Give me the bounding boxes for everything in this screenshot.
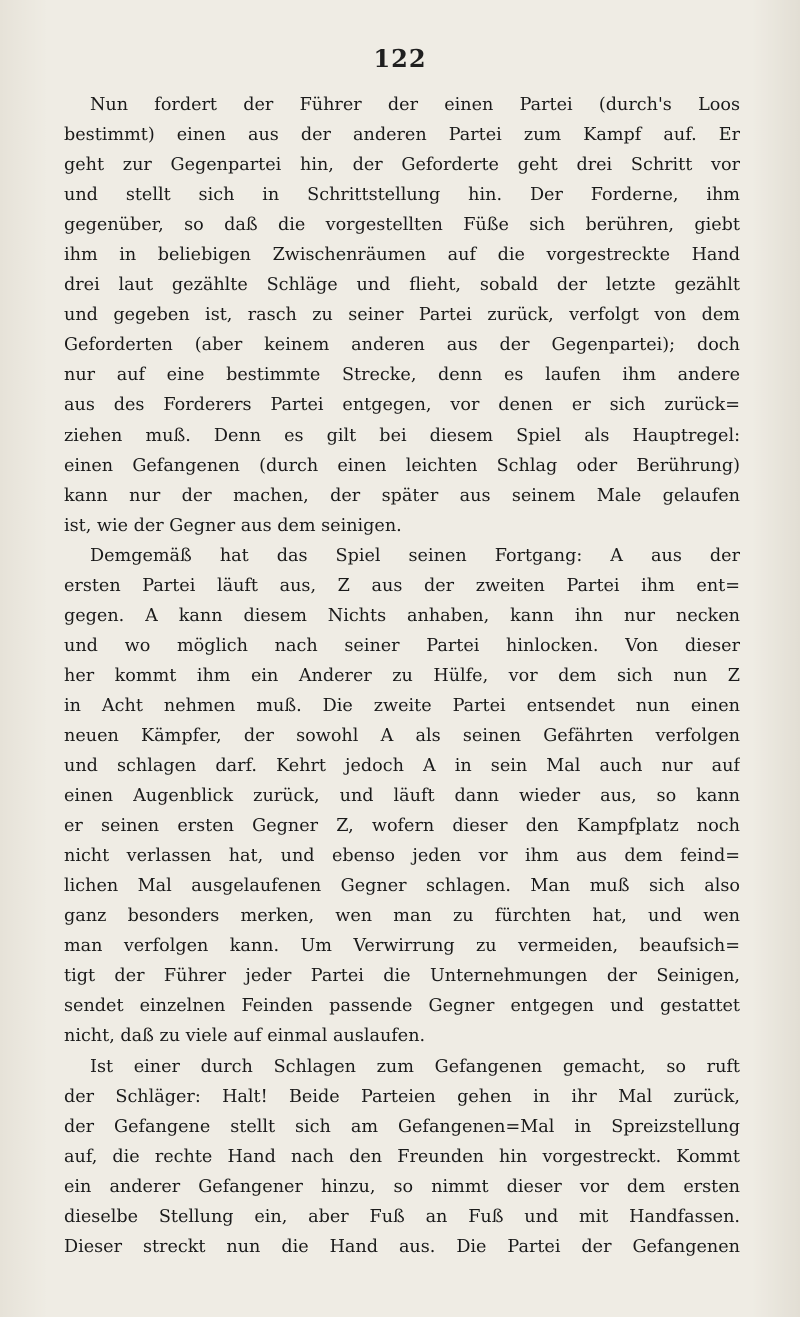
text-line: dieselbe Stellung ein, aber Fuß an Fuß und mit Handfassen. — [64, 1206, 740, 1227]
text-line: ziehen muß. Denn es gilt bei diesem Spiel als Hauptregel: — [64, 425, 740, 446]
text-line: sendet einzelnen Feinden passende Gegner entgegen und gestattet — [64, 996, 740, 1017]
text-line: der Gefangene stellt sich am Gefangenen=Mal in Spreizstellung — [64, 1116, 740, 1137]
text-line: Nun fordert der Führer der einen Partei (durch's Loos — [90, 95, 740, 115]
text-line: in Acht nehmen muß. Die zweite Partei entsendet nun einen — [64, 695, 740, 716]
text-line: Demgemäß hat das Spiel seinen Fortgang: A aus der — [90, 545, 740, 566]
text-line: lichen Mal ausgelaufenen Gegner schlagen. Man muß sich also — [64, 876, 740, 897]
text-line: ist, wie der Gegner aus dem seinigen. — [64, 515, 402, 536]
text-line: nur auf eine bestimmte Strecke, denn es laufen ihm andere — [64, 365, 740, 386]
text-line: drei laut gezählte Schläge und flieht, sobald der letzte gezählt — [64, 275, 740, 296]
text-line: und gegeben ist, rasch zu seiner Partei zurück, verfolgt von dem — [64, 305, 740, 326]
text-line: auf, die rechte Hand nach den Freunden hin vorgestreckt. Kommt — [64, 1146, 740, 1167]
page-number: 122 — [373, 44, 427, 73]
text-line: bestimmt) einen aus der anderen Partei zum Kampf auf. Er — [64, 125, 740, 146]
text-line: und wo möglich nach seiner Partei hinlocken. Von dieser — [64, 635, 740, 656]
text-line: her kommt ihm ein Anderer zu Hülfe, vor dem sich nun Z — [64, 665, 740, 686]
text-line: der Schläger: Halt! Beide Parteien gehen in ihr Mal zurück, — [64, 1086, 740, 1107]
text-line: ganz besonders merken, wen man zu fürchten hat, und wen — [64, 906, 740, 927]
text-line: tigt der Führer jeder Partei die Unternehmungen der Seinigen, — [64, 966, 740, 987]
text-line: er seinen ersten Gegner Z, wofern dieser den Kampfplatz noch — [64, 816, 740, 837]
text-line: man verfolgen kann. Um Verwirrung zu vermeiden, beaufsich= — [64, 936, 740, 957]
text-line: aus des Forderers Partei entgegen, vor denen er sich zurück= — [64, 395, 740, 416]
text-line: einen Augenblick zurück, und läuft dann wieder aus, so kann — [64, 786, 740, 807]
text-line: gegen. A kann diesem Nichts anhaben, kann ihn nur necken — [64, 605, 740, 626]
text-line: gegenüber, so daß die vorgestellten Füße sich berühren, giebt — [64, 215, 740, 236]
text-line: neuen Kämpfer, der sowohl A als seinen Gefährten verfolgen — [64, 725, 740, 746]
text-line: nicht, daß zu viele auf einmal auslaufen. — [64, 1026, 426, 1047]
text-line: kann nur der machen, der später aus seinem Male gelaufen — [64, 485, 740, 506]
text-line: ersten Partei läuft aus, Z aus der zweiten Partei ihm ent= — [64, 575, 740, 596]
text-line: geht zur Gegenpartei hin, der Geforderte geht drei Schritt vor — [64, 155, 740, 176]
text-line: ein anderer Gefangener hinzu, so nimmt dieser vor dem ersten — [64, 1176, 740, 1197]
text-line: Ist einer durch Schlagen zum Gefangenen gemacht, so ruft — [90, 1056, 740, 1077]
text-line: Geforderten (aber keinem anderen aus der Gegenpartei); doch — [64, 335, 740, 356]
body-text — [64, 90, 740, 1262]
text-line: Dieser streckt nun die Hand aus. Die Partei der Gefangenen — [64, 1236, 740, 1257]
text-line: einen Gefangenen (durch einen leichten Schlag oder Berührung) — [64, 455, 740, 476]
text-line: nicht verlassen hat, und ebenso jeden vor ihm aus dem feind= — [64, 846, 740, 867]
text-line: ihm in beliebigen Zwischenräumen auf die vorgestreckte Hand — [64, 245, 740, 266]
text-line: und schlagen darf. Kehrt jedoch A in sein Mal auch nur auf — [64, 756, 740, 777]
text-line: und stellt sich in Schrittstellung hin. Der Forderne, ihm — [64, 185, 740, 206]
